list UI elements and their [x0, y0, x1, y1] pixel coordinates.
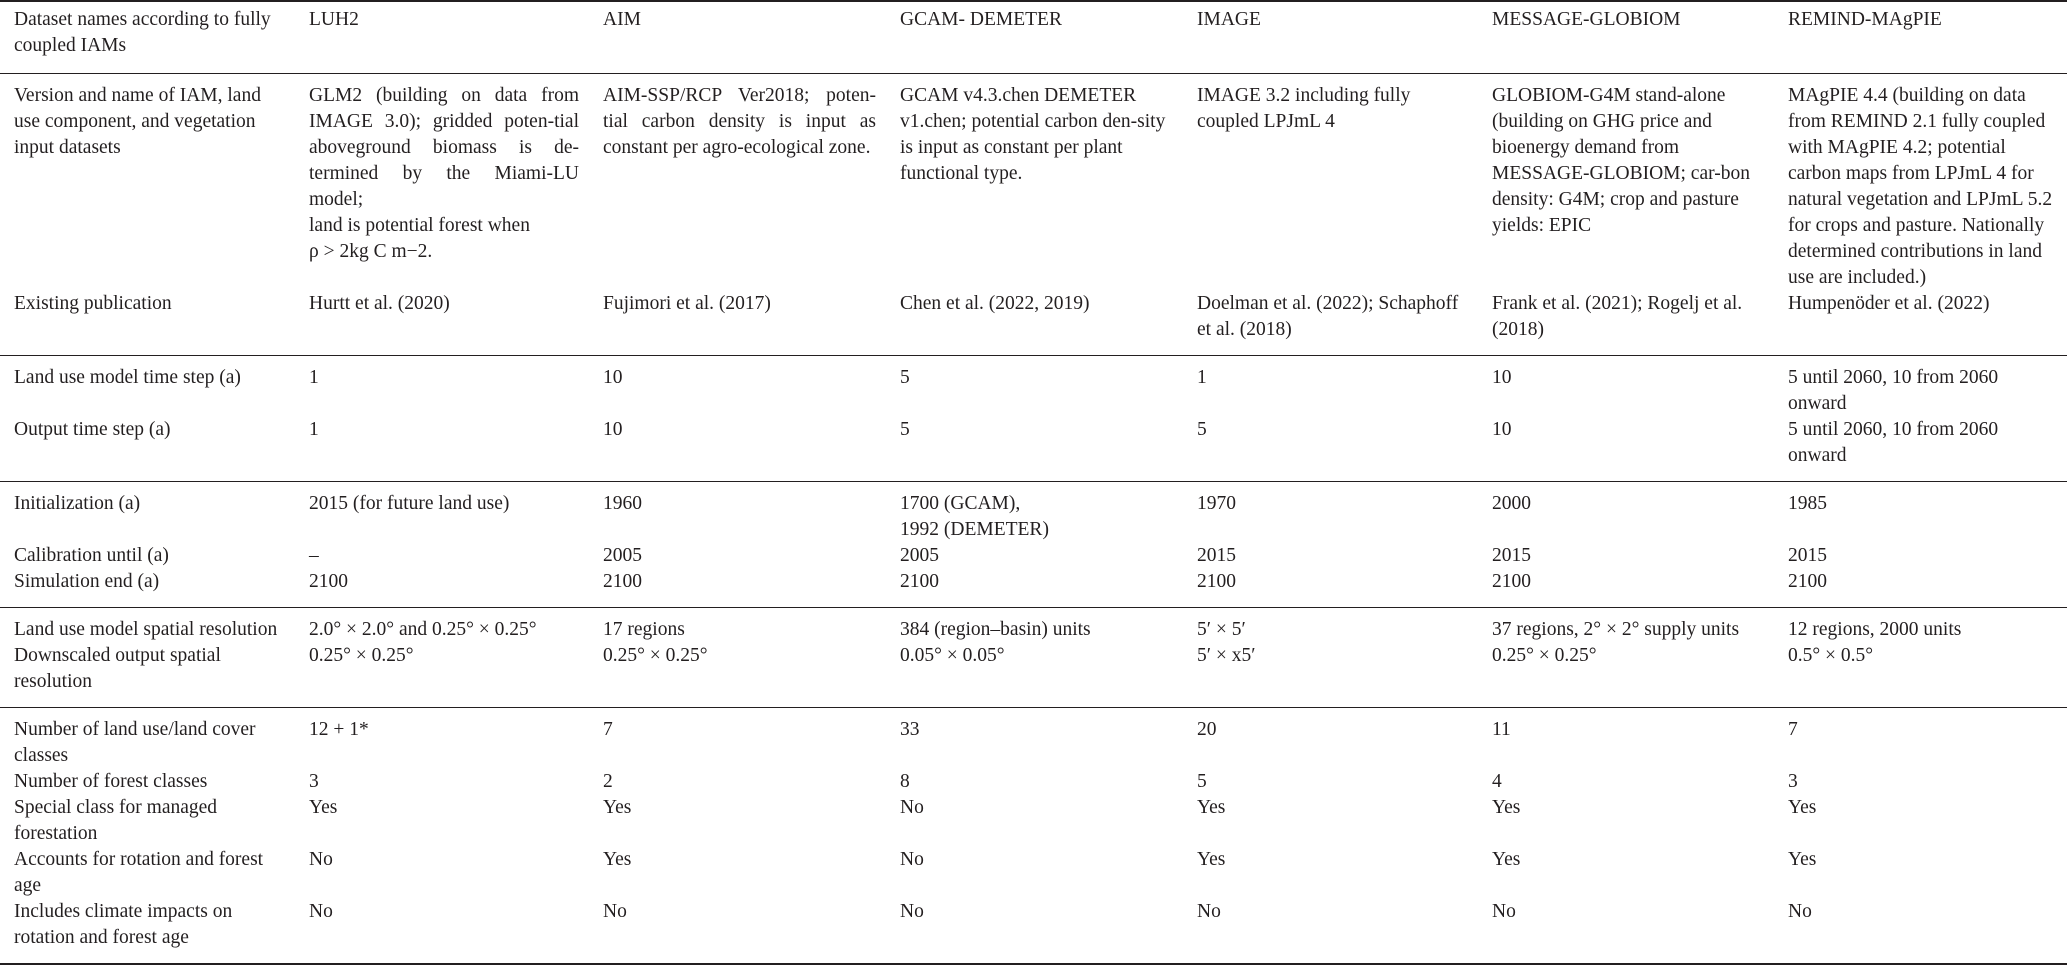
header-row	[0, 1, 2067, 74]
cell-luh2: 2100	[309, 571, 348, 592]
cell-luh2: –	[309, 545, 319, 566]
table-header	[0, 1, 2067, 74]
cell-luh2: 12 + 1*	[309, 719, 369, 740]
row-label: Special class for managed forestation	[14, 797, 218, 844]
cell-aim: 2005	[603, 545, 642, 566]
cell-image: Yes	[1197, 849, 1226, 870]
cell-message: 2000	[1492, 493, 1531, 514]
cell-aim: AIM-SSP/RCP Ver2018; poten-tial carbon density is input as constant per agro-ecological zone.	[603, 85, 876, 158]
cell-image: Yes	[1197, 797, 1226, 818]
cell-luh2: No	[309, 849, 333, 870]
table-row-lu-timestep	[0, 356, 2067, 418]
cell-message: 10	[1492, 419, 1512, 440]
cell-image: No	[1197, 901, 1221, 922]
cell-aim: Yes	[603, 849, 632, 870]
row-label: Initialization (a)	[14, 493, 141, 514]
cell-aim: 7	[603, 719, 613, 740]
row-label: Output time step (a)	[14, 419, 171, 440]
cell-remind: 0.5° × 0.5°	[1788, 645, 1874, 666]
cell-luh2: Yes	[309, 797, 338, 818]
row-label: Includes climate impacts on rotation and forest age	[14, 901, 233, 948]
cell-gcam: 8	[900, 771, 910, 792]
cell-remind: 5 until 2060, 10 from 2060 onward	[1788, 367, 1999, 414]
cell-message: Yes	[1492, 849, 1521, 870]
cell-remind: 3	[1788, 771, 1798, 792]
cell-image: 2015	[1197, 545, 1236, 566]
table-row-number-of-classes	[0, 708, 2067, 770]
cell-image: 2100	[1197, 571, 1236, 592]
row-label: Existing publication	[14, 293, 172, 314]
row-label: Number of forest classes	[14, 771, 208, 792]
cell-message: Frank et al. (2021); Rogelj et al. (2018)	[1492, 293, 1743, 340]
cell-luh2: No	[309, 901, 333, 922]
cell-aim: 2	[603, 771, 613, 792]
cell-remind: 12 regions, 2000 units	[1788, 619, 1962, 640]
header-luh2: LUH2	[309, 9, 359, 30]
row-label: Land use model time step (a)	[14, 367, 241, 388]
cell-aim: Yes	[603, 797, 632, 818]
cell-image: 1970	[1197, 493, 1236, 514]
cell-luh2: 2.0° × 2.0° and 0.25° × 0.25°	[309, 619, 537, 640]
cell-aim: 17 regions	[603, 619, 685, 640]
cell-luh2: 2015 (for future land use)	[309, 493, 510, 514]
cell-gcam: 1700 (GCAM), 1992 (DEMETER)	[900, 493, 1049, 540]
table-row-calibration	[0, 543, 2067, 569]
cell-gcam: 2005	[900, 545, 939, 566]
cell-remind: No	[1788, 901, 1812, 922]
table-row-initialization	[0, 482, 2067, 544]
cell-gcam: 384 (region–basin) units	[900, 619, 1091, 640]
cell-remind: Yes	[1788, 849, 1817, 870]
table-row-spatial-resolution	[0, 608, 2067, 644]
cell-image: 5′ × 5′	[1197, 619, 1246, 640]
cell-image: IMAGE 3.2 including fully coupled LPJmL 4	[1197, 85, 1411, 132]
cell-message: Yes	[1492, 797, 1521, 818]
row-label: Version and name of IAM, land use component, and vegetation input datasets	[14, 85, 261, 158]
cell-gcam: 5	[900, 419, 910, 440]
cell-image: 5′ × x5′	[1197, 645, 1256, 666]
cell-luh2: 1	[309, 367, 319, 388]
cell-message: 4	[1492, 771, 1502, 792]
cell-gcam: Chen et al. (2022, 2019)	[900, 293, 1090, 314]
cell-aim: Fujimori et al. (2017)	[603, 293, 771, 314]
cell-luh2: 3	[309, 771, 319, 792]
header-image: IMAGE	[1197, 9, 1261, 30]
cell-message: No	[1492, 901, 1516, 922]
cell-aim: 0.25° × 0.25°	[603, 645, 708, 666]
cell-luh2: 0.25° × 0.25°	[309, 645, 414, 666]
table-row-rotation-forest-age	[0, 847, 2067, 899]
cell-message: 2100	[1492, 571, 1531, 592]
cell-remind: Yes	[1788, 797, 1817, 818]
table-row-output-timestep	[0, 417, 2067, 482]
table-row-forest-classes	[0, 769, 2067, 795]
cell-luh2-part-a: GLM2 (building on data from IMAGE 3.0); gridded poten-tial aboveground biomass is de-termined by the Miami-LU model;	[309, 85, 579, 210]
header-gcam-demeter: GCAM- DEMETER	[900, 9, 1062, 30]
cell-remind: MAgPIE 4.4 (building on data from REMIND 2.1 fully coupled with MAgPIE 4.2; potential carbon maps from LPJmL 4 for natural vegetation and LPJmL 5.2 for crops and pasture. Nationally determined contributions in land use are included.)	[1788, 85, 2053, 288]
table-row-version	[0, 74, 2067, 292]
cell-message: 37 regions, 2° × 2° supply units	[1492, 619, 1740, 640]
cell-luh2-formula: ρ > 2kg C m−2.	[309, 241, 433, 262]
cell-remind: 2015	[1788, 545, 1827, 566]
cell-image: Doelman et al. (2022); Schaphoff et al. (2018)	[1197, 293, 1459, 340]
cell-gcam: GCAM v4.3.chen DEMETER v1.chen; potential carbon den-sity is input as constant per plant functional type.	[900, 85, 1166, 184]
cell-luh2: Hurtt et al. (2020)	[309, 293, 450, 314]
row-label: Land use model spatial resolution	[14, 619, 278, 640]
cell-remind: Humpenöder et al. (2022)	[1788, 293, 1990, 314]
cell-gcam: 33	[900, 719, 920, 740]
row-label: Accounts for rotation and forest age	[14, 849, 264, 896]
cell-aim: No	[603, 901, 627, 922]
cell-image: 1	[1197, 367, 1207, 388]
cell-aim: 10	[603, 419, 623, 440]
cell-remind: 2100	[1788, 571, 1827, 592]
cell-luh2-part-b: land is potential forest when	[309, 215, 530, 236]
cell-image: 5	[1197, 419, 1207, 440]
cell-message: 0.25° × 0.25°	[1492, 645, 1597, 666]
row-label: Simulation end (a)	[14, 571, 160, 592]
cell-gcam: No	[900, 797, 924, 818]
cell-aim: 10	[603, 367, 623, 388]
cell-message: 11	[1492, 719, 1511, 740]
row-label: Calibration until (a)	[14, 545, 169, 566]
table-body	[0, 74, 2067, 965]
cell-luh2	[295, 74, 589, 292]
header-dataset-names: Dataset names according to fully coupled IAMs	[14, 9, 271, 56]
cell-remind: 5 until 2060, 10 from 2060 onward	[1788, 419, 1999, 466]
table-row-downscaled-resolution	[0, 643, 2067, 708]
row-label: Downscaled output spatial resolution	[14, 645, 221, 692]
cell-remind: 7	[1788, 719, 1798, 740]
cell-image: 5	[1197, 771, 1207, 792]
cell-gcam: 5	[900, 367, 910, 388]
cell-remind: 1985	[1788, 493, 1827, 514]
cell-aim: 2100	[603, 571, 642, 592]
cell-gcam: 0.05° × 0.05°	[900, 645, 1005, 666]
header-message-globiom: MESSAGE-GLOBIOM	[1492, 9, 1681, 30]
cell-message: 2015	[1492, 545, 1531, 566]
cell-gcam: No	[900, 901, 924, 922]
cell-message: 10	[1492, 367, 1512, 388]
cell-message: GLOBIOM-G4M stand-alone (building on GHG price and bioenergy demand from MESSAGE-GLOBIOM; car-bon density: G4M; crop and pasture yields: EPIC	[1492, 85, 1750, 236]
table-row-simulation-end	[0, 569, 2067, 608]
cell-gcam: 2100	[900, 571, 939, 592]
table-row-climate-impacts	[0, 899, 2067, 964]
cell-image: 20	[1197, 719, 1217, 740]
header-remind-magpie: REMIND-MAgPIE	[1788, 9, 1942, 30]
table-row-publication	[0, 291, 2067, 356]
header-aim: AIM	[603, 9, 641, 30]
cell-aim: 1960	[603, 493, 642, 514]
cell-gcam: No	[900, 849, 924, 870]
row-label: Number of land use/land cover classes	[14, 719, 256, 766]
cell-luh2: 1	[309, 419, 319, 440]
table-row-managed-forestation	[0, 795, 2067, 847]
